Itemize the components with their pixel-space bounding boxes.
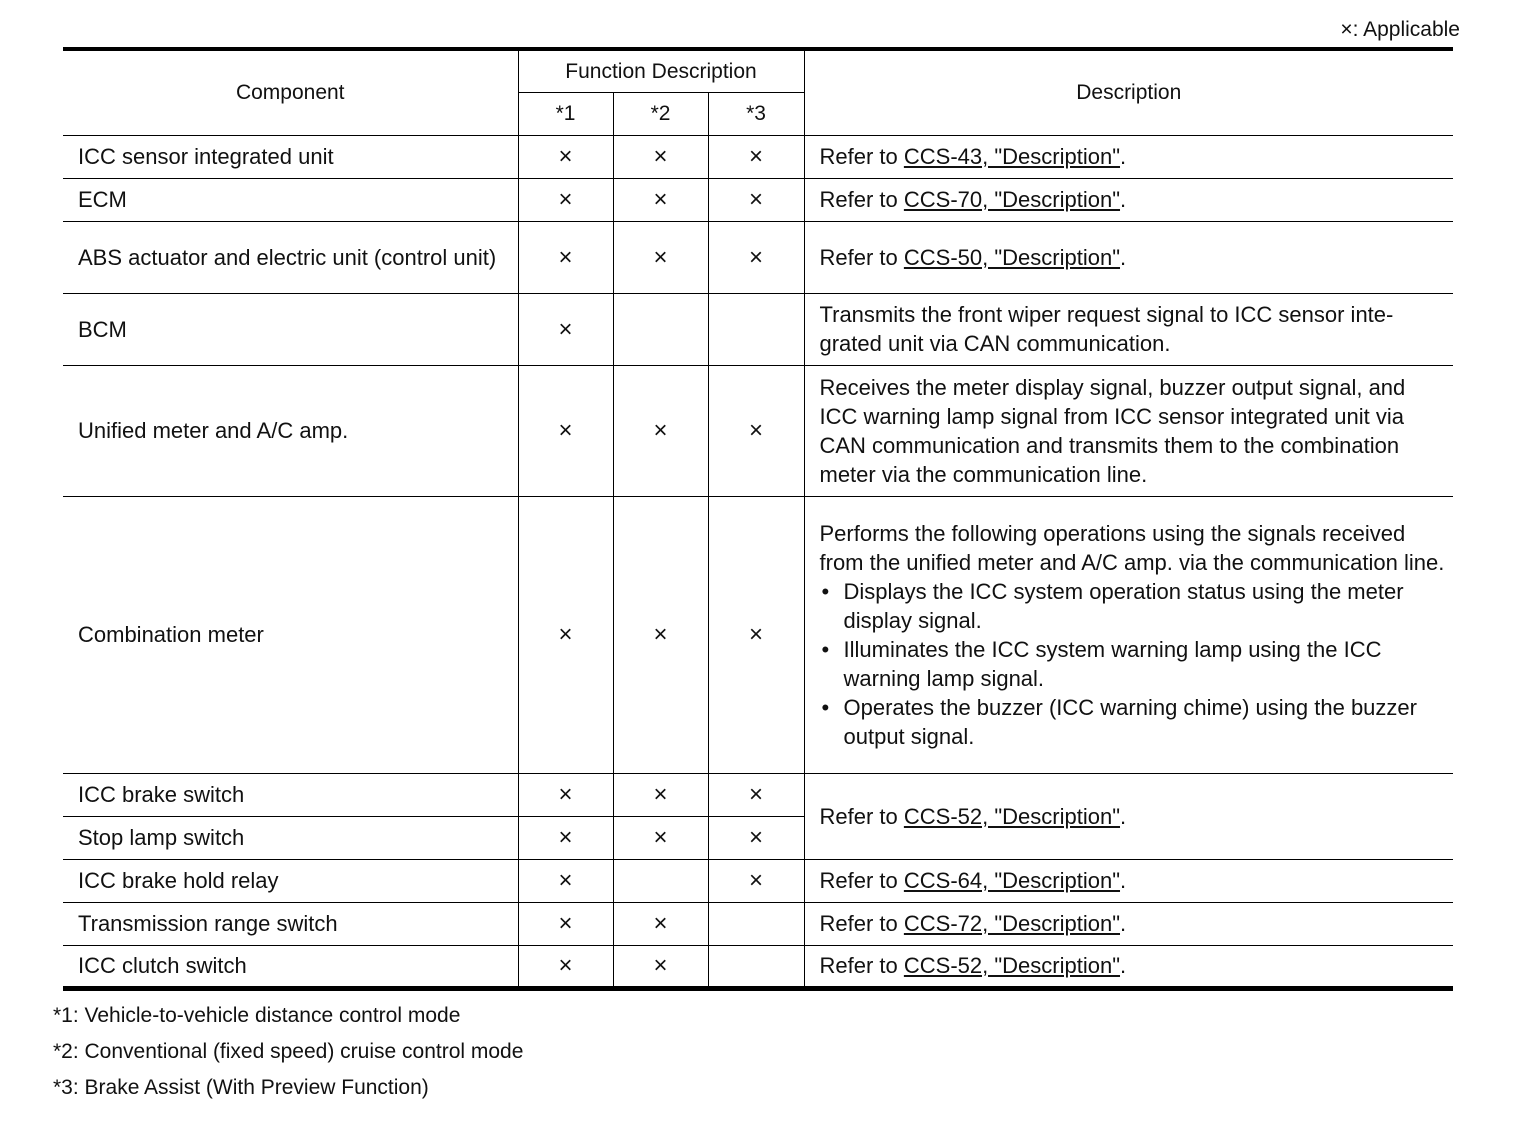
applicable-mark: ×: [708, 496, 804, 773]
component-name: ECM: [63, 178, 518, 221]
applicable-mark: ×: [613, 816, 708, 859]
component-name: Stop lamp switch: [63, 816, 518, 859]
bullet-item: • Illuminates the ICC system warning lamp using the ICC warning lamp signal.: [820, 635, 1446, 693]
applicable-mark: ×: [613, 945, 708, 988]
applicable-mark: ×: [518, 945, 613, 988]
applicable-mark: [708, 902, 804, 945]
table-row: [63, 178, 1453, 221]
footnotes: [53, 998, 523, 1106]
description-cell: [804, 773, 1453, 859]
applicable-mark: ×: [708, 859, 804, 902]
reference-link[interactable]: CCS-43, "Description": [903, 144, 1121, 169]
table-row: [63, 773, 1453, 816]
applicable-mark: ×: [518, 496, 613, 773]
description-cell: [804, 859, 1453, 902]
description-cell: Receives the meter display signal, buzzer output signal, and ICC warning lamp signal from ICC sensor integrated unit via CAN communication and transmits them to the combination meter via the communication line.: [804, 365, 1453, 496]
reference-link[interactable]: CCS-52, "Description": [903, 953, 1121, 978]
applicable-mark: [708, 293, 804, 365]
applicable-mark: [613, 859, 708, 902]
footnote-3: *3: Brake Assist (With Preview Function): [53, 1076, 429, 1099]
reference-link[interactable]: CCS-70, "Description": [903, 187, 1121, 212]
applicable-mark: ×: [518, 293, 613, 365]
bullet-list: [820, 577, 1446, 751]
applicable-mark: ×: [708, 135, 804, 178]
applicable-mark: ×: [518, 365, 613, 496]
table-row: [63, 135, 1453, 178]
applicable-mark: ×: [708, 773, 804, 816]
description-suffix: .: [1120, 144, 1127, 169]
applicable-mark: ×: [708, 816, 804, 859]
applicable-mark: ×: [518, 902, 613, 945]
header-col-3: *3: [708, 92, 804, 135]
description-prefix: Refer to: [819, 953, 904, 978]
applicable-mark: ×: [708, 365, 804, 496]
applicable-mark: ×: [613, 902, 708, 945]
applicable-mark: [613, 293, 708, 365]
applicable-mark: ×: [518, 221, 613, 293]
footnote-2: *2: Conventional (fixed speed) cruise control mode: [53, 1040, 524, 1063]
description-suffix: .: [1120, 803, 1127, 829]
component-table: [63, 47, 1453, 991]
description-cell: Transmits the front wiper request signal to ICC sensor inte-grated unit via CAN communication.: [804, 293, 1453, 365]
applicable-legend: ×: Applicable: [1340, 18, 1460, 41]
applicable-mark: ×: [518, 859, 613, 902]
description-suffix: .: [1120, 187, 1127, 212]
description-suffix: .: [1120, 868, 1127, 893]
description-intro: Performs the following operations using the signals received from the unified meter and A/C amp. via the communication line.: [819, 520, 1445, 575]
applicable-mark: [708, 945, 804, 988]
component-name: ICC brake hold relay: [63, 859, 518, 902]
description-prefix: Refer to: [819, 144, 904, 169]
footnote-1: *1: Vehicle-to-vehicle distance control mode: [53, 1004, 461, 1027]
applicable-mark: ×: [518, 135, 613, 178]
table-row: [63, 365, 1453, 496]
header-description: Description: [804, 49, 1453, 135]
header-function-description: Function Description: [518, 49, 804, 92]
description-prefix: Refer to: [819, 244, 904, 270]
header-col-1: *1: [518, 92, 613, 135]
reference-link[interactable]: CCS-50, "Description": [903, 244, 1121, 270]
bullet-item: • Operates the buzzer (ICC warning chime) using the buzzer output signal.: [820, 693, 1446, 751]
applicable-mark: ×: [518, 178, 613, 221]
component-name: ICC clutch switch: [63, 945, 518, 988]
component-name: ABS actuator and electric unit (control unit): [63, 221, 518, 293]
applicable-mark: ×: [708, 221, 804, 293]
table-row: [63, 945, 1453, 988]
description-prefix: Refer to: [819, 868, 904, 893]
component-name: Combination meter: [63, 496, 518, 773]
applicable-mark: ×: [613, 496, 708, 773]
reference-link[interactable]: CCS-72, "Description": [903, 911, 1121, 936]
description-suffix: .: [1120, 911, 1127, 936]
applicable-mark: ×: [518, 773, 613, 816]
description-cell: [804, 178, 1453, 221]
description-cell: [804, 221, 1453, 293]
table-row: [63, 496, 1453, 773]
component-name: ICC sensor integrated unit: [63, 135, 518, 178]
header-component: Component: [63, 49, 518, 135]
description-cell: [804, 945, 1453, 988]
description-suffix: .: [1120, 244, 1127, 270]
component-name: BCM: [63, 293, 518, 365]
description-cell: [804, 902, 1453, 945]
applicable-mark: ×: [613, 365, 708, 496]
description-cell: [804, 135, 1453, 178]
header-col-2: *2: [613, 92, 708, 135]
applicable-mark: ×: [613, 178, 708, 221]
applicable-mark: ×: [613, 221, 708, 293]
description-suffix: .: [1120, 953, 1127, 978]
table-row: [63, 221, 1453, 293]
component-name: Transmission range switch: [63, 902, 518, 945]
component-name: Unified meter and A/C amp.: [63, 365, 518, 496]
table-row: [63, 293, 1453, 365]
applicable-mark: ×: [708, 178, 804, 221]
table-row: [63, 859, 1453, 902]
description-prefix: Refer to: [819, 803, 904, 829]
bullet-item: • Displays the ICC system operation status using the meter display signal.: [820, 577, 1446, 635]
applicable-mark: ×: [613, 135, 708, 178]
applicable-mark: ×: [518, 816, 613, 859]
applicable-mark: ×: [613, 773, 708, 816]
description-prefix: Refer to: [819, 187, 904, 212]
description-prefix: Refer to: [819, 911, 904, 936]
component-name: ICC brake switch: [63, 773, 518, 816]
description-cell: [804, 496, 1453, 773]
reference-link[interactable]: CCS-64, "Description": [903, 868, 1121, 893]
reference-link[interactable]: CCS-52, "Description": [903, 803, 1121, 829]
table-row: [63, 902, 1453, 945]
